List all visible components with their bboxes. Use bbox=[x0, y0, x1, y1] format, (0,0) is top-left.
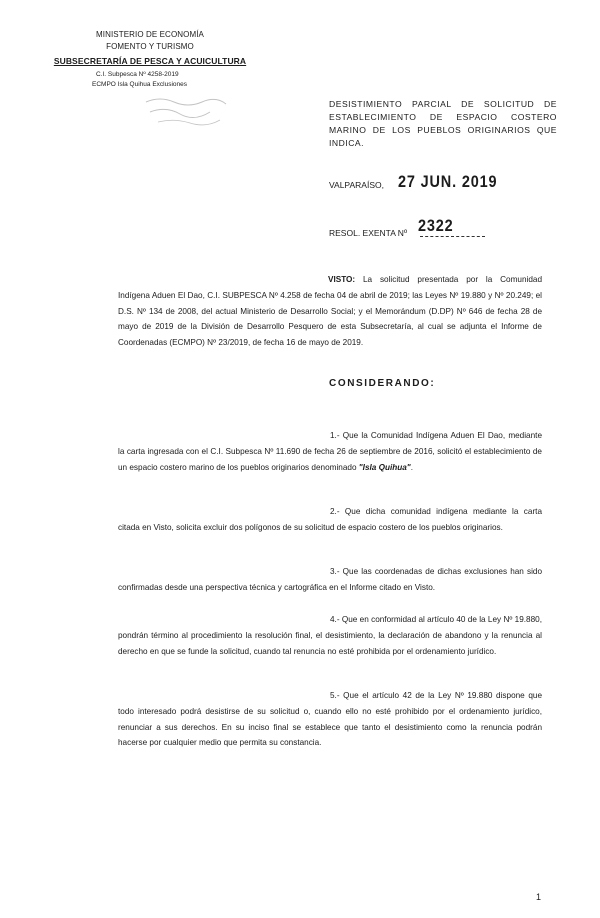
resolution-label: RESOL. EXENTA Nº bbox=[329, 228, 408, 238]
ministry-line-1: MINISTERIO DE ECONOMÍA bbox=[96, 30, 204, 39]
item-3-lead: 3.- Que las coordenadas de dichas exclusiones bbox=[330, 567, 508, 576]
item-4-body: Nº 19.880, pondrán término al procedimiento la resolución final, el desistimiento, la declaración de abandono y la renuncia al derecho en que se funde la solicitud, cuando tal renuncia no esté prohibida por el ordenamiento jurídico. bbox=[118, 615, 542, 656]
item-3-body: han sido confirmadas desde una perspectiva técnica y cartográfica en el Informe citado en Visto. bbox=[118, 567, 542, 592]
considerando-item-1 bbox=[118, 428, 542, 475]
reference-ecmpo: ECMPO Isla Quihua Exclusiones bbox=[92, 81, 188, 88]
resolution-underline bbox=[420, 236, 485, 237]
document-title: DESISTIMIENTO PARCIAL DE SOLICITUD DE ESTABLECIMIENTO DE ESPACIO COSTERO MARINO DE LOS PUEBLOS ORIGINARIOS QUE INDICA. bbox=[329, 99, 557, 148]
subsecretaria-title: SUBSECRETARÍA DE PESCA Y ACUICULTURA bbox=[53, 56, 247, 66]
considerando-heading: CONSIDERANDO: bbox=[329, 378, 436, 389]
considerando-item-2 bbox=[118, 504, 542, 536]
resolution-number: 2322 bbox=[418, 216, 454, 235]
visto-text: La solicitud presentada por la Comunidad Indígena Aduen El Dao, C.I. SUBPESCA Nº 4.258 de fecha 04 de abril de 2019; las Leyes Nº 19.880 y Nº 20.249; el D.S. Nº 134 de 2008, del actual Ministerio de Desarrollo Social; y el Memorándum (D.DP) Nº 646 de fecha 28 de mayo de 2019 de la División de Desarrollo Pesquero de esta Subsecretaría, al cual se adjunta el Informe de Coordenadas (ECMPO) Nº 23/2019, de fecha 16 de mayo de 2019. bbox=[118, 275, 542, 348]
considerando-item-5 bbox=[118, 688, 542, 751]
visto-paragraph bbox=[118, 272, 542, 351]
item-1-lead: 1.- Que la Comunidad Indígena Aduen El Dao, bbox=[330, 431, 506, 440]
considerando-item-4 bbox=[118, 612, 542, 659]
item-1-tail: . bbox=[410, 462, 413, 472]
place-label: VALPARAÍSO, bbox=[329, 180, 384, 190]
considerando-item-3 bbox=[118, 564, 542, 596]
item-1-body: mediante la carta ingresada con el C.I. Subpesca Nº 11.690 de fecha 26 de septiembre de 2016, solicitó el establecimiento de un espacio costero marino de los pueblos originarios denominado bbox=[118, 431, 542, 472]
reference-ci: C.I. Subpesca Nº 4258-2019 bbox=[96, 71, 179, 78]
page-number: 1 bbox=[536, 892, 542, 902]
item-1-emph: "Isla Quihua" bbox=[358, 462, 411, 472]
date-stamp: 27 JUN. 2019 bbox=[398, 172, 498, 191]
item-5-lead: 5.- Que el artículo 42 de la Ley Nº 19.880 bbox=[330, 691, 493, 700]
item-2-lead: 2.- Que dicha comunidad indígena mediante la bbox=[330, 507, 519, 516]
item-5-body: dispone que todo interesado podrá desistirse de su solicitud o, cuando ello no esté prohibido por el ordenamiento jurídico, renunciar a sus derechos. En su inciso final se establece que tanto el desistimiento como la renuncia podrán hacerse por cualquier medio que permita su constancia. bbox=[118, 691, 542, 748]
faint-stamp-icon bbox=[140, 92, 230, 128]
item-2-body: carta citada en Visto, solicita excluir dos polígonos de su solicitud de espacio costero de los pueblos originarios. bbox=[118, 507, 542, 532]
ministry-line-2: FOMENTO Y TURISMO bbox=[106, 42, 194, 51]
visto-label: VISTO: bbox=[328, 275, 356, 284]
item-4-lead: 4.- Que en conformidad al artículo 40 de la Ley bbox=[330, 615, 502, 624]
